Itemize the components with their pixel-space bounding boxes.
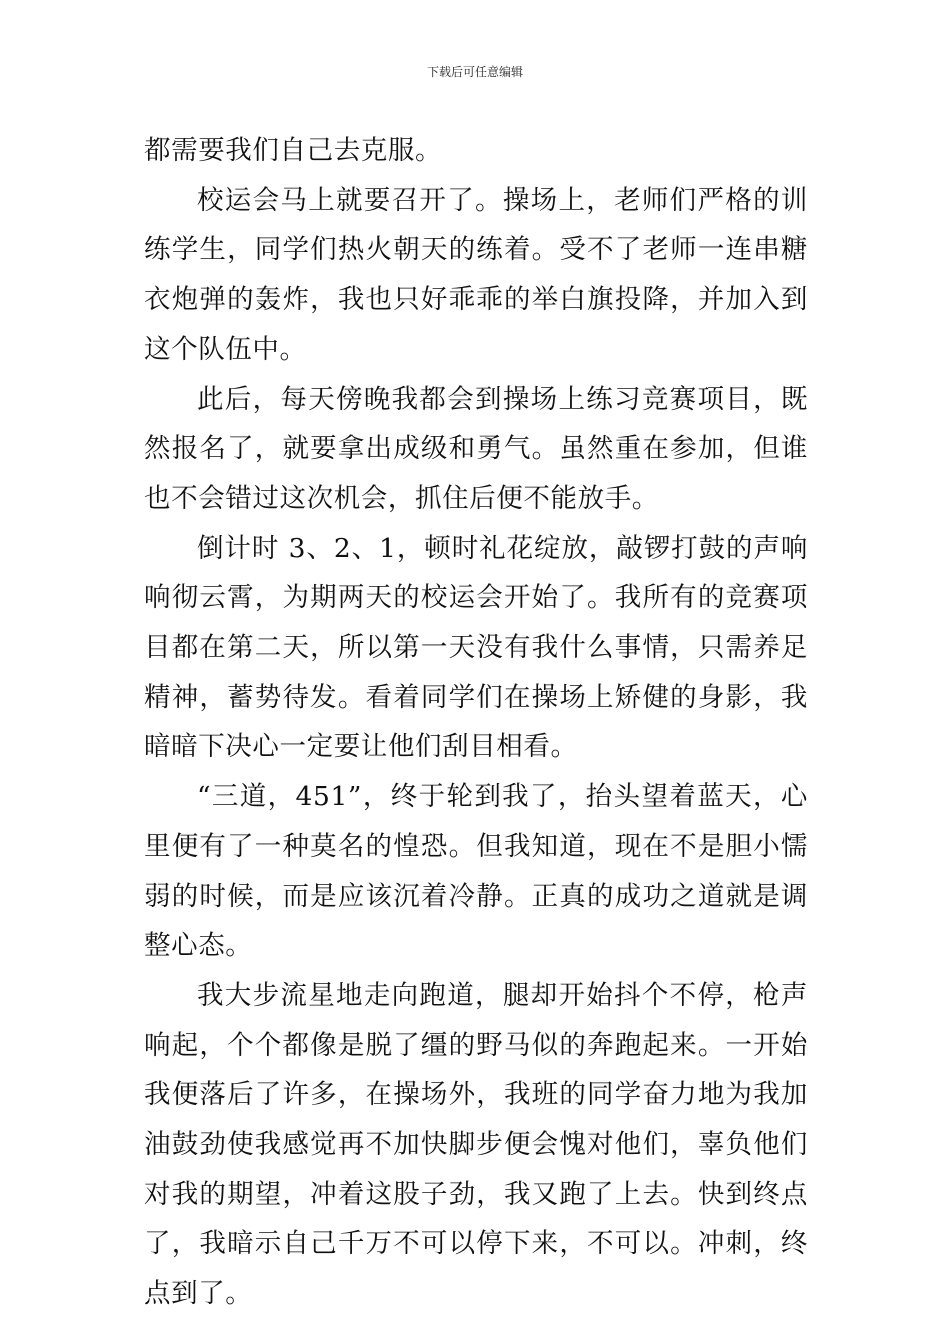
paragraph-race: 我大步流星地走向跑道，腿却开始抖个不停，枪声响起，个个都像是脱了缰的野马似的奔跑起来。一开始我便落后了许多，在操场外，我班的同学奋力地为我加油鼓劲使我感觉再不加快脚步便会愧对他们，辜负他们对我的期望，冲着这股子劲，我又跑了上去。快到终点了，我暗示自己千万不可以停下来，不可以。冲刺，终点到了。 [144,979,808,1310]
paragraph-lane-three: “三道，451”，终于轮到我了，抬头望着蓝天，心里便有了一种莫名的惶恐。但我知道，现在不是胆小懦弱的时候，而是应该沉着冷静。正真的成功之道就是调整心态。 [144,781,808,962]
paragraph-sports-meet-preparation: 校运会马上就要召开了。操场上，老师们严格的训练学生，同学们热火朝天的练着。受不了老师一连串糖衣炮弹的轰炸，我也只好乖乖的举白旗投降，并加入到这个队伍中。 [144,184,808,365]
paragraph-continuation: 都需要我们自己去克服。 [144,135,443,166]
paragraph-evening-practice: 此后，每天傍晚我都会到操场上练习竞赛项目，既然报名了，就要拿出成级和勇气。虽然重在参加，但谁也不会错过这次机会，抓住后便不能放手。 [144,383,808,514]
page-header-note: 下载后可任意编辑 [426,65,523,79]
document-body [144,126,808,1319]
paragraph-opening-ceremony: 倒计时 3、2、1，顿时礼花绽放，敲锣打鼓的声响响彻云霄，为期两天的校运会开始了。我所有的竞赛项目都在第二天，所以第一天没有我什么事情，只需养足精神，蓄势待发。看着同学们在操场上矫健的身影，我暗暗下决心一定要让他们刮目相看。 [144,532,808,763]
